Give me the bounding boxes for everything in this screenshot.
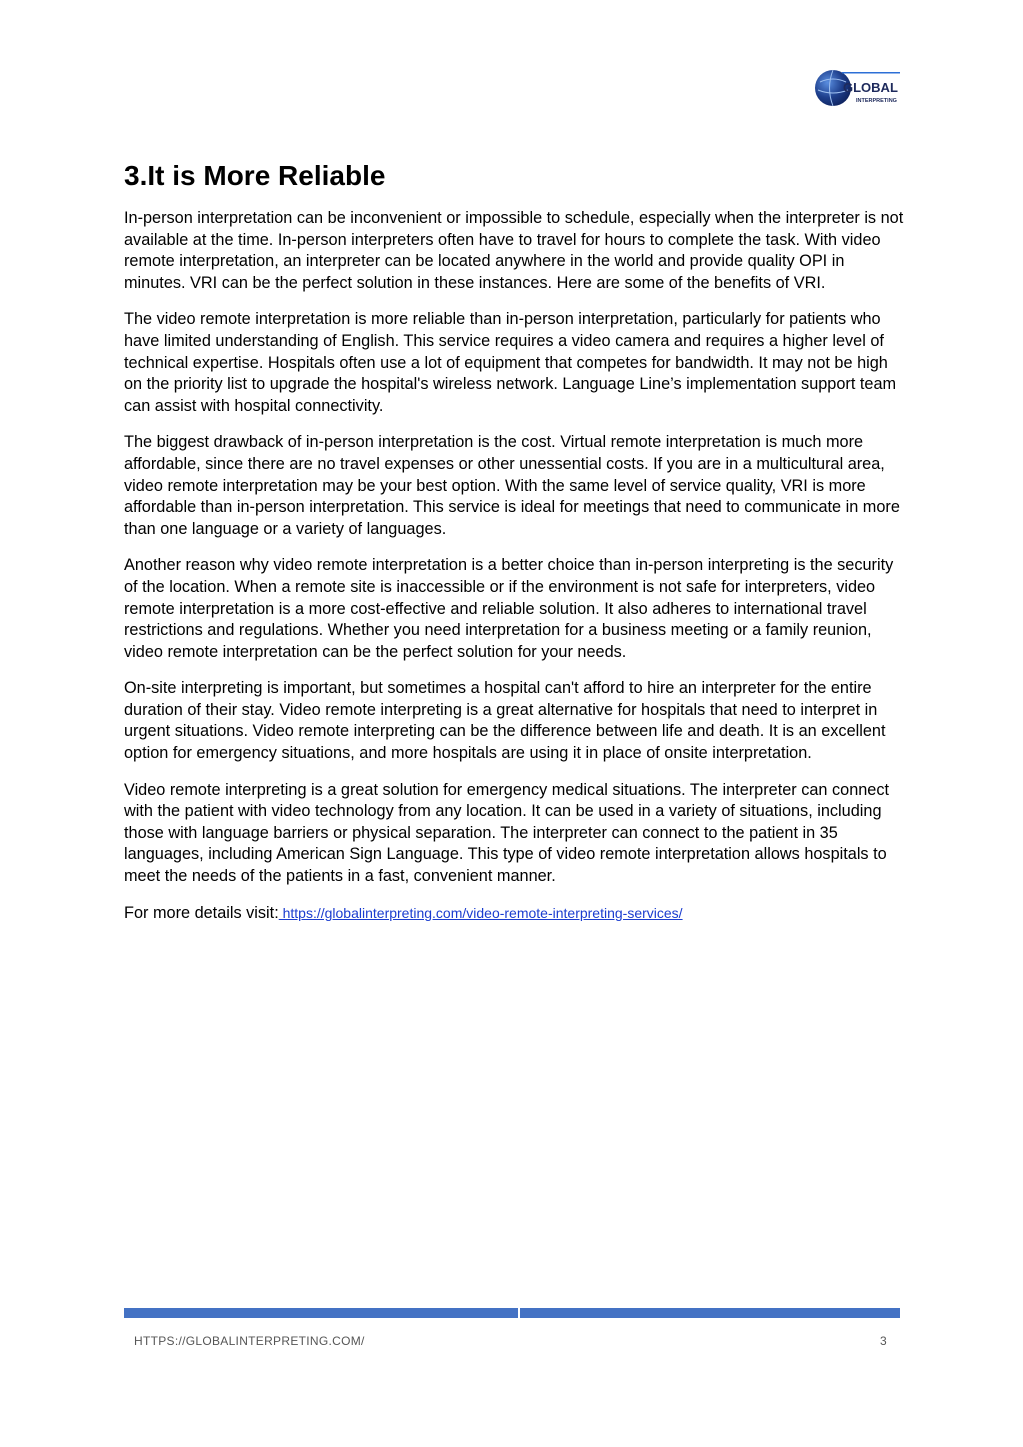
article-body	[124, 158, 904, 924]
section-heading: 3.It is More Reliable	[124, 160, 386, 191]
paragraph: Video remote interpreting is a great solution for emergency medical situations. The interpreter can connect with the patient with video technology from any location. It can be used in a variety of situations, including those with language barriers or physical separation. The interpreter can connect to the patient in 35 languages, including American Sign Language. This type of video remote interpretation allows hospitals to meet the needs of the patients in a fast, convenient manner.	[124, 780, 890, 886]
paragraph: Another reason why video remote interpretation is a better choice than in-person interpreting is the security of the location. When a remote site is inaccessible or if the environment is not safe for interpreters, video remote interpretation is a more cost-effective and reliable solution. It also adheres to international travel restrictions and regulations. Whether you need interpretation for a business meeting or a family reunion, video remote interpretation can be the perfect solution for your needs.	[124, 556, 894, 661]
paragraph: The biggest drawback of in-person interpretation is the cost. Virtual remote interpretation is much more affordable, since there are no travel expenses or other unessential costs. If you are in a multicultural area, video remote interpretation may be your best option. With the same level of service quality, VRI is more affordable than in-person interpretation. This service is ideal for meetings that need to communicate in more than one language or a variety of languages.	[124, 433, 900, 538]
paragraph: In-person interpretation can be inconvenient or impossible to schedule, especially when the interpreter is not available at the time. In-person interpreters often have to travel for hours to complete the task. With video remote interpretation, an interpreter can be located anywhere in the world and provide quality OPI in minutes. VRI can be the perfect solution in these instances. Here are some of the benefits of VRI.	[124, 209, 904, 292]
footer-divider	[124, 1308, 900, 1318]
details-link[interactable]: https://globalinterpreting.com/video-remote-interpreting-services/	[278, 904, 683, 921]
visit-line	[124, 903, 904, 925]
logo-word: GLOBAL	[843, 80, 898, 95]
page-number: 3	[880, 1334, 887, 1348]
logo-sub: INTERPRETING	[856, 98, 897, 104]
paragraph: The video remote interpretation is more reliable than in-person interpretation, particularly for patients who have limited understanding of English. This service requires a video camera and requires a higher level of technical expertise. Hospitals often use a lot of equipment that competes for bandwidth. It may not be high on the priority list to upgrade the hospital's wireless network. Language Line’s implementation support team can assist with hospital connectivity.	[124, 310, 897, 415]
footer-url: HTTPS://GLOBALINTERPRETING.COM/	[134, 1334, 365, 1348]
paragraph: On-site interpreting is important, but sometimes a hospital can't afford to hire an interpreter for the entire duration of their stay. Video remote interpreting is a great alternative for hospitals that need to interpret in urgent situations. Video remote interpreting can be the difference between life and death. It is an excellent option for emergency situations, and more hospitals are using it in place of onsite interpretation.	[124, 679, 886, 763]
company-logo	[812, 66, 902, 110]
visit-label: For more details visit:	[124, 903, 279, 922]
